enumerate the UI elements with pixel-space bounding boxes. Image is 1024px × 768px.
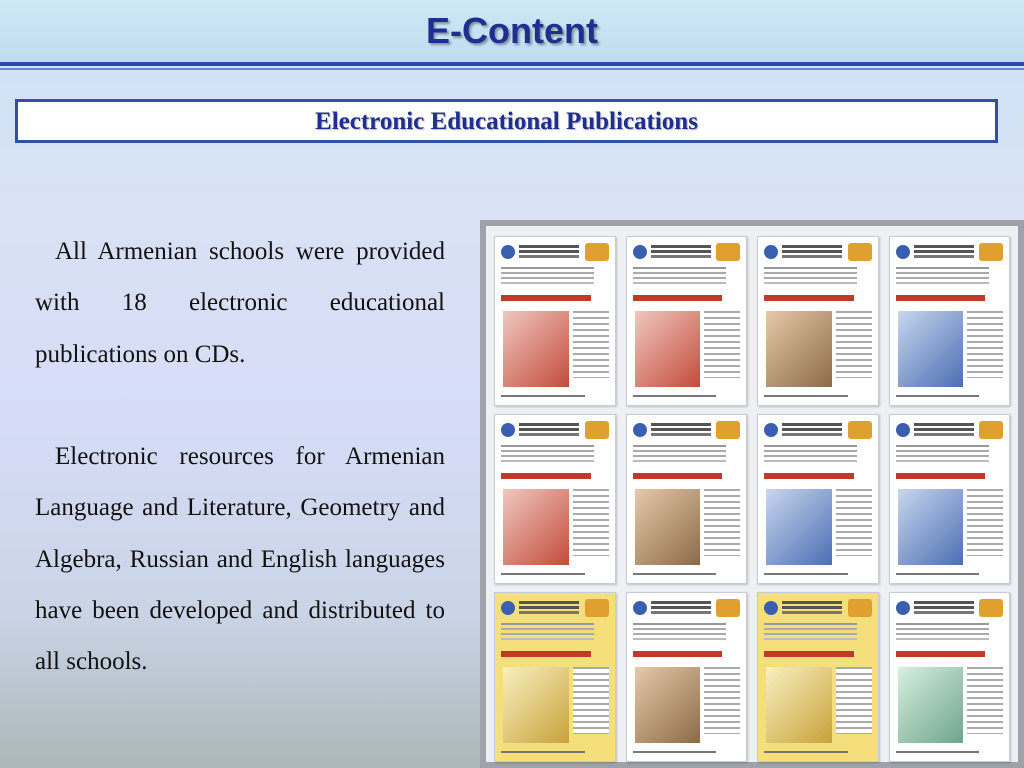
publication-cover	[889, 236, 1011, 406]
cover-logo	[633, 423, 647, 437]
cover-img	[635, 311, 701, 387]
cover-img	[503, 489, 569, 565]
cover-org	[782, 245, 842, 248]
cover-org	[914, 423, 974, 426]
cover-heading	[896, 651, 986, 657]
cover-org	[519, 601, 579, 604]
cover-org	[651, 423, 711, 426]
body-text	[35, 226, 445, 688]
cover-foot	[896, 573, 980, 575]
cover-badge	[585, 421, 609, 439]
cover-img2	[704, 489, 740, 556]
publication-cover	[757, 414, 879, 584]
cover-heading	[764, 295, 854, 301]
cover-img2	[573, 667, 609, 734]
cover-img2	[836, 489, 872, 556]
cover-img2	[704, 311, 740, 378]
cover-lines	[764, 445, 857, 447]
publication-cover	[757, 236, 879, 406]
publication-cover	[494, 236, 616, 406]
publication-cover	[757, 592, 879, 762]
cover-img2	[967, 667, 1003, 734]
publication-cover	[494, 592, 616, 762]
cover-lines	[896, 445, 989, 447]
publication-cover	[494, 414, 616, 584]
cover-heading	[633, 651, 723, 657]
cover-badge	[979, 421, 1003, 439]
cover-heading	[896, 473, 986, 479]
cover-img	[898, 489, 964, 565]
publications-poster-image	[480, 220, 1024, 768]
cover-img	[503, 311, 569, 387]
cover-logo	[764, 601, 778, 615]
cover-foot	[764, 573, 848, 575]
cover-org	[782, 601, 842, 604]
cover-img2	[967, 489, 1003, 556]
cover-heading	[896, 295, 986, 301]
cover-foot	[501, 573, 585, 575]
cover-lines	[764, 267, 857, 269]
cover-badge	[848, 243, 872, 261]
cover-lines	[501, 267, 594, 269]
paragraph-schools: All Armenian schools were provided with 18 electronic educational publications on CDs.	[35, 238, 445, 368]
cover-lines	[633, 623, 726, 625]
cover-foot	[764, 751, 848, 753]
cover-foot	[633, 573, 717, 575]
cover-lines	[896, 267, 989, 269]
page-title: E-Content	[426, 10, 598, 51]
cover-img	[898, 311, 964, 387]
subtitle-box	[15, 99, 998, 143]
cover-lines	[501, 445, 594, 447]
cover-logo	[764, 423, 778, 437]
cover-badge	[979, 243, 1003, 261]
title-divider	[0, 62, 1024, 66]
cover-foot	[501, 395, 585, 397]
paragraph-resources: Electronic resources for Armenian Language and Literature, Geometry and Algebra, Russian and English languages have been developed and distributed to all schools.	[35, 443, 445, 676]
cover-img2	[573, 311, 609, 378]
cover-logo	[896, 423, 910, 437]
cover-logo	[501, 245, 515, 259]
cover-img	[635, 667, 701, 743]
cover-img	[503, 667, 569, 743]
cover-logo	[501, 423, 515, 437]
cover-img2	[836, 311, 872, 378]
cover-org	[519, 245, 579, 248]
cover-img	[766, 311, 832, 387]
cover-badge	[716, 243, 740, 261]
cover-heading	[501, 651, 591, 657]
cover-lines	[633, 267, 726, 269]
cover-heading	[764, 473, 854, 479]
cover-logo	[764, 245, 778, 259]
cover-logo	[501, 601, 515, 615]
subtitle: Electronic Educational Publications	[315, 108, 698, 135]
cover-foot	[764, 395, 848, 397]
cover-foot	[633, 751, 717, 753]
cover-badge	[979, 599, 1003, 617]
cover-badge	[585, 599, 609, 617]
cover-lines	[633, 445, 726, 447]
cover-foot	[633, 395, 717, 397]
cover-org	[519, 423, 579, 426]
cover-img	[766, 489, 832, 565]
publication-cover	[626, 236, 748, 406]
cover-badge	[848, 421, 872, 439]
cover-foot	[501, 751, 585, 753]
cover-heading	[633, 295, 723, 301]
cover-badge	[585, 243, 609, 261]
cover-foot	[896, 395, 980, 397]
cover-foot	[896, 751, 980, 753]
cover-heading	[501, 473, 591, 479]
publication-cover	[889, 414, 1011, 584]
cover-img2	[573, 489, 609, 556]
cover-badge	[716, 599, 740, 617]
cover-lines	[896, 623, 989, 625]
cover-img2	[704, 667, 740, 734]
cover-img2	[967, 311, 1003, 378]
cover-org	[782, 423, 842, 426]
cover-org	[914, 601, 974, 604]
cover-badge	[848, 599, 872, 617]
cover-img	[635, 489, 701, 565]
cover-img	[898, 667, 964, 743]
poster-board	[486, 226, 1018, 762]
cover-logo	[633, 245, 647, 259]
cover-heading	[501, 295, 591, 301]
cover-logo	[633, 601, 647, 615]
cover-img2	[836, 667, 872, 734]
cover-lines	[501, 623, 594, 625]
cover-heading	[764, 651, 854, 657]
cover-heading	[633, 473, 723, 479]
cover-img	[766, 667, 832, 743]
publication-cover	[626, 414, 748, 584]
cover-org	[651, 601, 711, 604]
cover-lines	[764, 623, 857, 625]
publication-cover	[889, 592, 1011, 762]
cover-logo	[896, 245, 910, 259]
poster-grid	[494, 236, 1010, 762]
cover-org	[914, 245, 974, 248]
cover-logo	[896, 601, 910, 615]
title-divider-thin	[0, 68, 1024, 70]
cover-badge	[716, 421, 740, 439]
publication-cover	[626, 592, 748, 762]
cover-org	[651, 245, 711, 248]
